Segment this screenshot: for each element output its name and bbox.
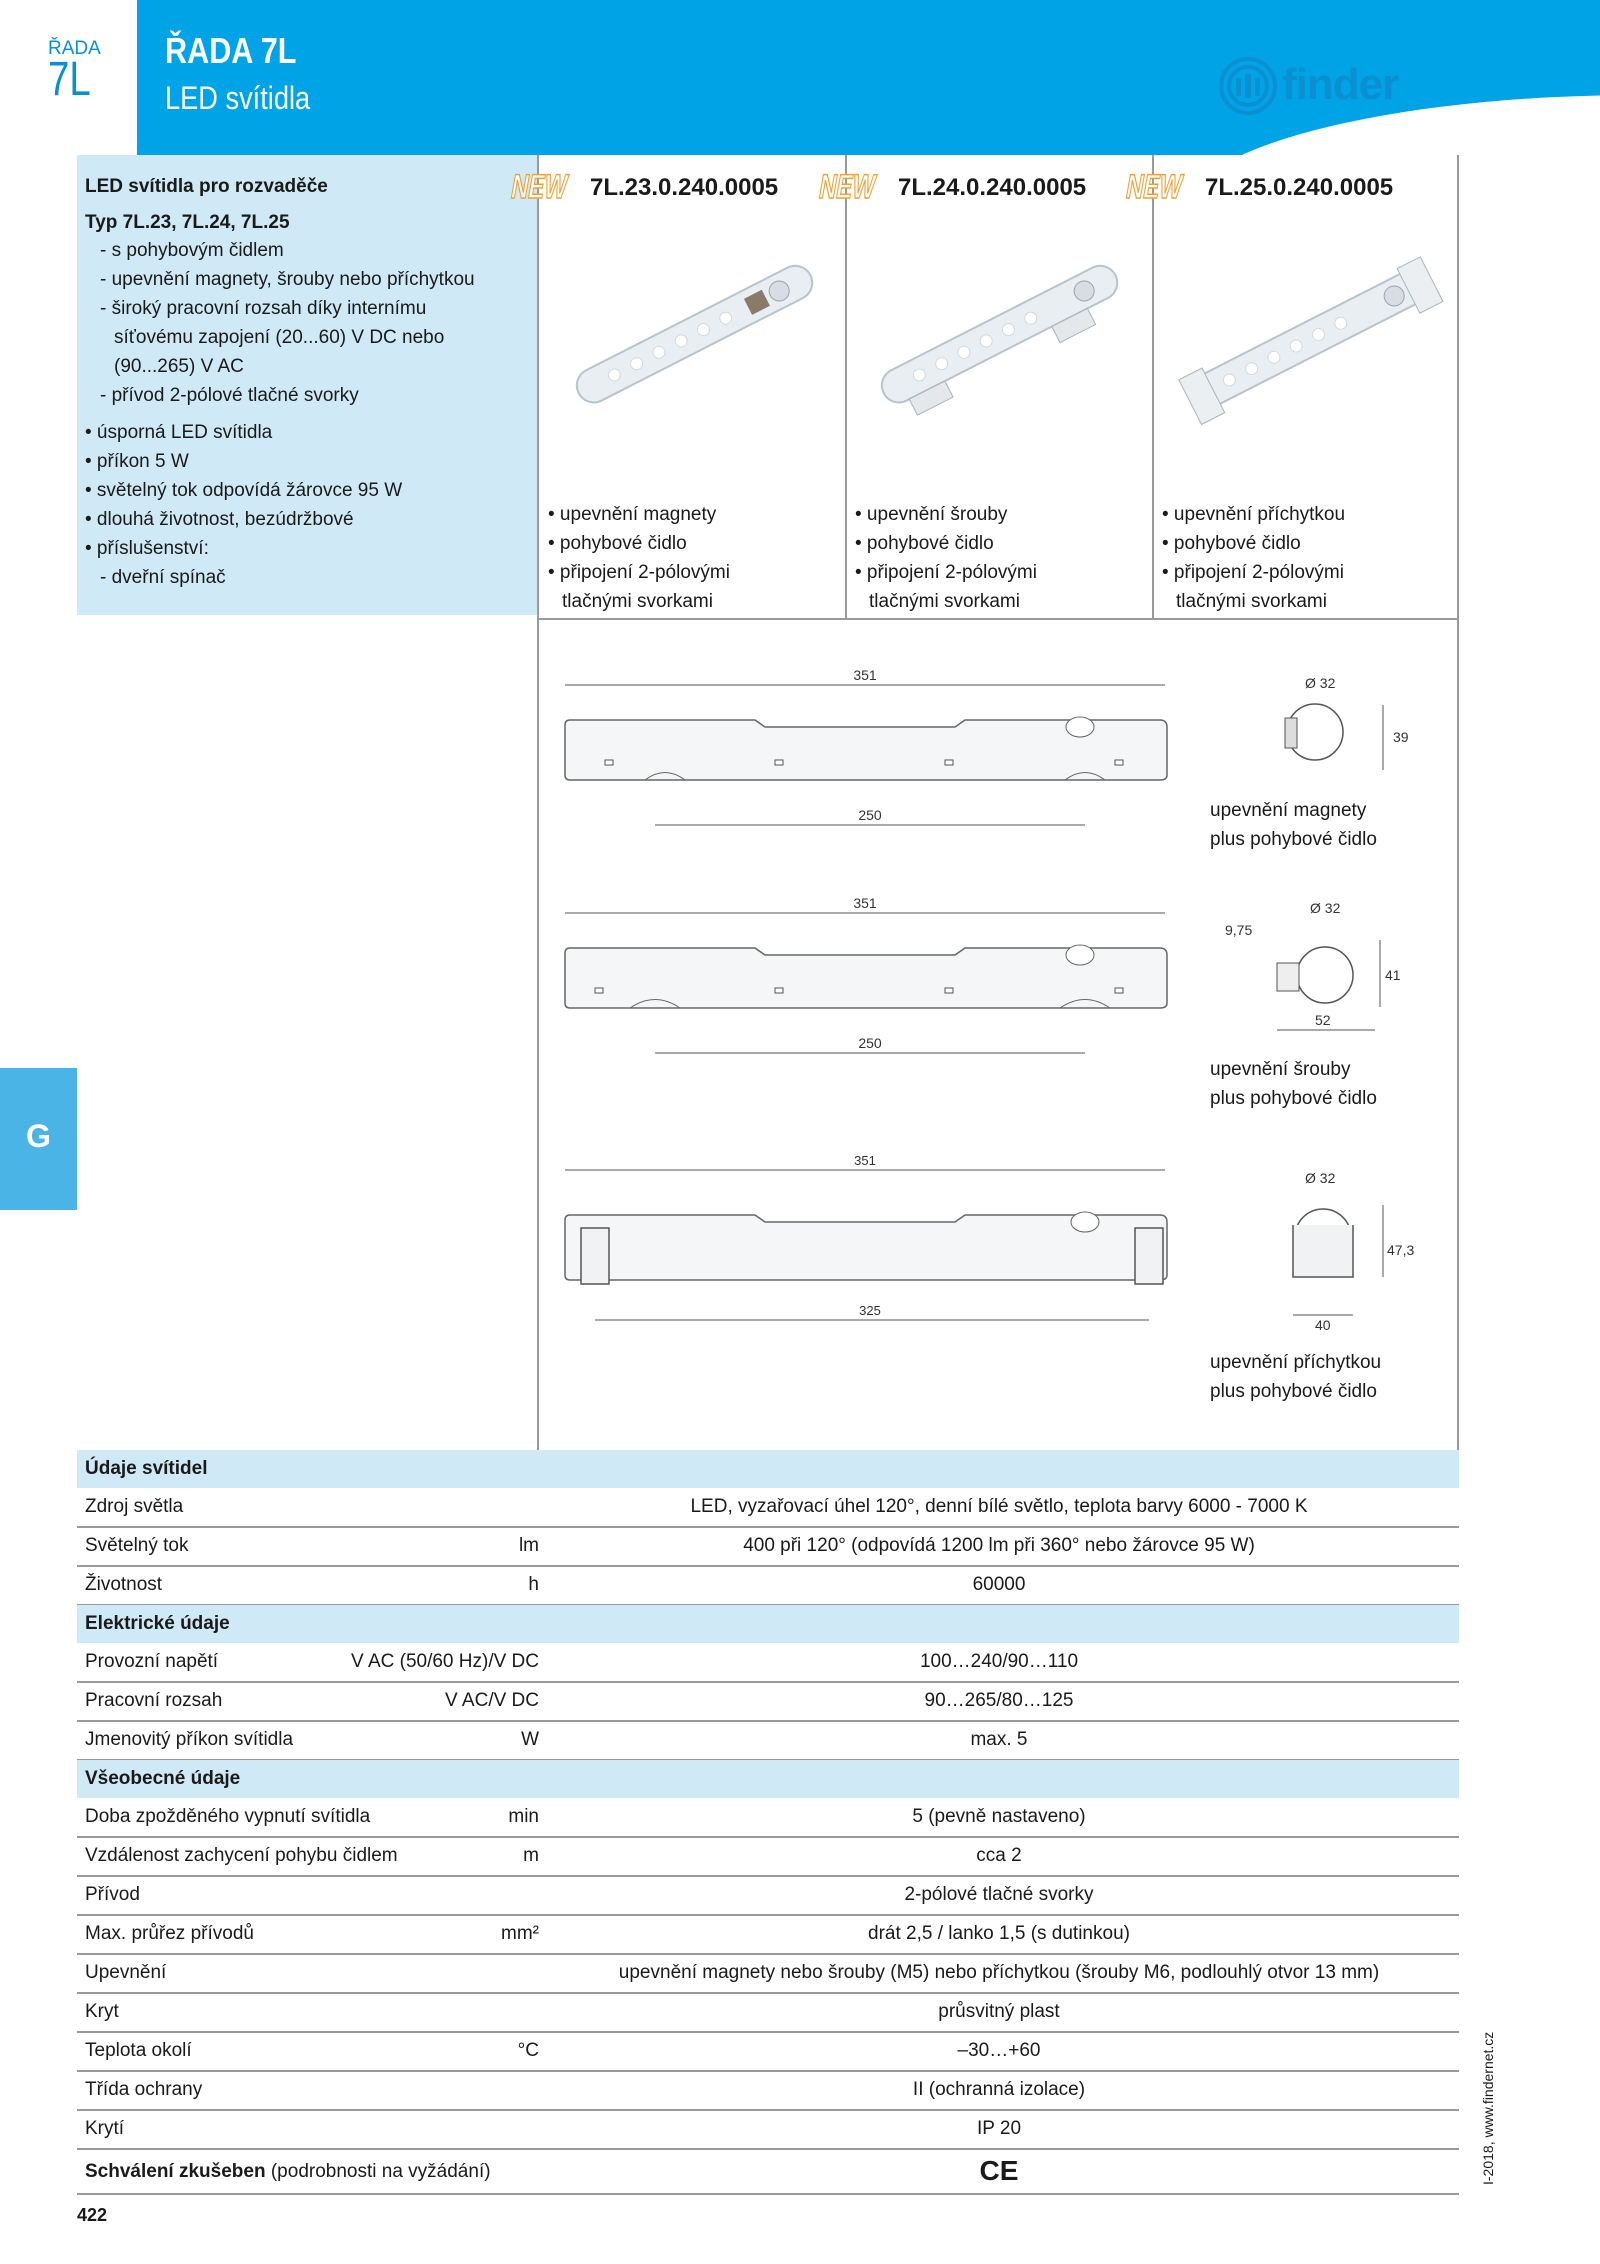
spec-section-title: Údaje svítidel <box>85 1458 208 1479</box>
dim-width-label: 40 <box>1315 1317 1331 1333</box>
dim-height-label: 47,3 <box>1387 1242 1415 1258</box>
drawing-caption: upevnění příchytkou <box>1210 1352 1382 1373</box>
dimension-drawing-screw <box>555 893 1175 1073</box>
intro-line: - s pohybovým čidlem <box>100 240 284 261</box>
intro-bullet: - dveřní spínač <box>100 567 226 588</box>
page-subtitle: LED svítidla <box>165 80 311 116</box>
spec-label: Zdroj světla <box>85 1496 184 1517</box>
spec-value: LED, vyzařovací úhel 120°, denní bílé světlo, teplota barvy 6000 - 7000 K <box>690 1496 1308 1517</box>
intro-heading: LED svítidla pro rozvaděče <box>85 176 328 197</box>
spec-row <box>77 1527 1459 1567</box>
finder-logo-icon <box>1218 56 1278 121</box>
spec-label: Kryt <box>85 2001 119 2022</box>
product-feature: tlačnými svorkami <box>562 591 713 612</box>
series-small-label: ŘADA <box>48 38 101 59</box>
spec-value: II (ochranná izolace) <box>912 2079 1086 2100</box>
product-feature: • pohybové čidlo <box>548 533 687 554</box>
spec-label: Vzdálenost zachycení pohybu čidlem <box>85 1845 398 1866</box>
dim-diameter-label: Ø 32 <box>1310 900 1341 916</box>
dim-diameter-label: Ø 32 <box>1305 675 1336 691</box>
dim-offset-label: 9,75 <box>1225 922 1253 938</box>
spec-label <box>85 2161 491 2183</box>
dim-inner-label: 325 <box>859 1303 881 1318</box>
intro-line: (90...265) V AC <box>114 356 244 377</box>
product-photo-screw <box>860 255 1140 430</box>
series-big-label: 7L <box>48 53 91 106</box>
dim-length-label: 351 <box>853 667 877 683</box>
product-feature: • upevnění příchytkou <box>1162 504 1346 525</box>
spec-section-header <box>77 1450 1459 1488</box>
side-drawing-screw <box>1225 895 1405 1050</box>
spec-row <box>77 1643 1459 1683</box>
dim-length-label: 351 <box>854 1153 876 1168</box>
spec-row <box>77 1721 1459 1761</box>
spec-section-header <box>77 1760 1459 1798</box>
intro-bullet: • úsporná LED svítidla <box>85 422 273 443</box>
dim-length-label: 351 <box>853 895 877 911</box>
spec-value: 2-pólové tlačné svorky <box>904 1884 1094 1905</box>
spec-row <box>77 1682 1459 1722</box>
column-divider <box>845 155 847 620</box>
spec-value: upevnění magnety nebo šrouby (M5) nebo příchytkou (šrouby M6, podlouhlý otvor 13 mm) <box>618 1962 1380 1983</box>
product-photo-magnet <box>555 255 835 420</box>
intro-bullet: • příkon 5 W <box>85 451 189 472</box>
spec-label: Pracovní rozsah <box>85 1690 223 1711</box>
new-badge: NEW <box>816 168 879 206</box>
spec-section-title: Všeobecné údaje <box>85 1768 241 1789</box>
dim-diameter-label: Ø 32 <box>1305 1170 1336 1186</box>
spec-label: Krytí <box>85 2118 125 2139</box>
spec-label: Doba zpožděného vypnutí svítidla <box>85 1806 371 1827</box>
product-photo-clip <box>1170 250 1450 435</box>
new-badge: NEW <box>508 168 571 206</box>
spec-label: Třída ochrany <box>85 2079 203 2100</box>
spec-label: Přívod <box>85 1884 140 1905</box>
product-feature: • připojení 2-pólovými <box>1162 562 1344 583</box>
spec-row <box>77 2071 1459 2111</box>
spec-row-approval <box>77 2149 1459 2195</box>
drawing-caption: upevnění šrouby <box>1210 1059 1351 1080</box>
drawing-caption: plus pohybové čidlo <box>1210 1088 1377 1109</box>
spec-row <box>77 1876 1459 1916</box>
product-feature: • pohybové čidlo <box>855 533 994 554</box>
spec-unit: min <box>508 1806 539 1827</box>
dimension-drawing-magnet <box>555 665 1175 845</box>
product-feature: • upevnění magnety <box>548 504 717 525</box>
spec-row <box>77 1566 1459 1606</box>
spec-unit: V AC (50/60 Hz)/V DC <box>351 1651 539 1672</box>
spec-row <box>77 1488 1459 1528</box>
drawing-caption: plus pohybové čidlo <box>1210 829 1377 850</box>
product-feature: tlačnými svorkami <box>1176 591 1327 612</box>
spec-value: cca 2 <box>976 1845 1022 1866</box>
side-drawing-clip <box>1265 1165 1415 1340</box>
intro-line: - přívod 2-pólové tlačné svorky <box>100 385 359 406</box>
spec-unit: V AC/V DC <box>445 1690 539 1711</box>
spec-label: Světelný tok <box>85 1535 189 1556</box>
spec-value: drát 2,5 / lanko 1,5 (s dutinkou) <box>868 1923 1130 1944</box>
page-title: ŘADA 7L <box>165 30 297 71</box>
product-feature: • pohybové čidlo <box>1162 533 1301 554</box>
spec-row <box>77 1837 1459 1877</box>
intro-bullet: • světelný tok odpovídá žárovce 95 W <box>85 480 403 501</box>
dim-inner-label: 250 <box>858 807 882 823</box>
product-code: 7L.24.0.240.0005 <box>898 174 1087 201</box>
spec-unit: h <box>528 1574 539 1595</box>
dimension-drawing-clip <box>555 1150 1175 1340</box>
dim-height-label: 39 <box>1393 729 1409 745</box>
product-code: 7L.23.0.240.0005 <box>590 174 779 201</box>
new-badge: NEW <box>1123 168 1186 206</box>
spec-value: 400 při 120° (odpovídá 1200 lm při 360° nebo žárovce 95 W) <box>743 1535 1255 1556</box>
intro-bullet: • příslušenství: <box>85 538 209 559</box>
spec-unit: °C <box>517 2040 539 2061</box>
spec-value: IP 20 <box>976 2118 1022 2139</box>
intro-types: Typ 7L.23, 7L.24, 7L.25 <box>85 212 290 233</box>
spec-row <box>77 2110 1459 2150</box>
intro-line: - široký pracovní rozsah díky internímu <box>100 298 427 319</box>
spec-unit: m <box>523 1845 539 1866</box>
column-divider <box>1152 155 1154 620</box>
product-feature: • připojení 2-pólovými <box>548 562 730 583</box>
intro-line: - upevnění magnety, šrouby nebo příchytkou <box>100 269 475 290</box>
finder-logo-text: finder <box>1282 60 1399 109</box>
spec-section-title: Elektrické údaje <box>85 1613 230 1634</box>
drawing-caption: upevnění magnety <box>1210 800 1367 821</box>
spec-value: průsvitný plast <box>938 2001 1060 2022</box>
spec-unit: lm <box>518 1535 539 1556</box>
spec-row <box>77 2032 1459 2072</box>
dim-inner-label: 250 <box>858 1035 882 1051</box>
column-bottom-line <box>537 618 1459 620</box>
spec-label: Max. průřez přívodů <box>85 1923 254 1944</box>
spec-row <box>77 1915 1459 1955</box>
product-code: 7L.25.0.240.0005 <box>1205 174 1394 201</box>
spec-value: 60000 <box>972 1574 1026 1595</box>
spec-label: Životnost <box>85 1574 163 1595</box>
spec-label: Upevnění <box>85 1962 167 1983</box>
side-drawing-magnet <box>1265 670 1415 785</box>
approval-rest: (podrobnosti na vyžádání) <box>265 2161 491 2182</box>
spec-value: 5 (pevně nastaveno) <box>912 1806 1086 1827</box>
spec-section-header <box>77 1605 1459 1643</box>
spec-value: 90…265/80…125 <box>924 1690 1074 1711</box>
spec-row <box>77 1954 1459 1994</box>
dim-height-label: 41 <box>1385 967 1401 983</box>
spec-value: max. 5 <box>970 1729 1028 1750</box>
spec-value: –30…+60 <box>957 2040 1041 2061</box>
drawing-caption: plus pohybové čidlo <box>1210 1381 1377 1402</box>
page-number: 422 <box>77 2205 108 2225</box>
spec-unit: mm² <box>501 1923 539 1944</box>
spec-label: Jmenovitý příkon svítidla <box>85 1729 294 1750</box>
footer-edition: I-2018, www.findernet.cz <box>1480 2031 1496 2185</box>
product-feature: • připojení 2-pólovými <box>855 562 1037 583</box>
spec-row <box>77 1993 1459 2033</box>
ce-mark-icon: CE <box>979 2155 1019 2186</box>
product-feature: tlačnými svorkami <box>869 591 1020 612</box>
intro-line: síťovému zapojení (20...60) V DC nebo <box>114 327 445 348</box>
product-feature: • upevnění šrouby <box>855 504 1008 525</box>
dim-width-label: 52 <box>1315 1012 1331 1028</box>
spec-label: Teplota okolí <box>85 2040 192 2061</box>
spec-label: Provozní napětí <box>85 1651 219 1672</box>
intro-bullet: • dlouhá životnost, bezúdržbové <box>85 509 354 530</box>
spec-unit: W <box>521 1729 539 1750</box>
column-divider <box>537 155 539 1450</box>
approval-bold: Schválení zkušeben <box>85 2161 266 2182</box>
spec-row <box>77 1798 1459 1838</box>
section-tab-label: G <box>26 1118 51 1154</box>
spec-value: 100…240/90…110 <box>919 1651 1079 1672</box>
column-divider <box>1457 155 1459 1450</box>
